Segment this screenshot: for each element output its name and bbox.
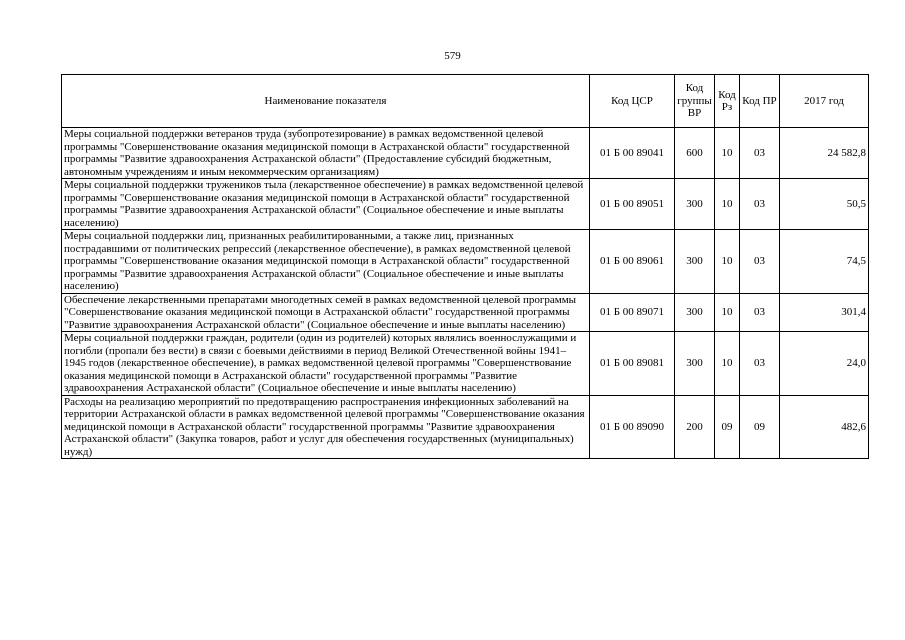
row-pr: 03 [740,230,780,294]
table-row [62,128,869,179]
row-name: Расходы на реализацию мероприятий по предотвращению распространения инфекционных заболеваний на территории Астраханской области в рамках ведомственной целевой программы "Совершенствование оказания медицинской помощи в Астраханской области" государственной программы "Развитие здравоохранения Астраханской области" (Закупка товаров, работ и услуг для обеспечения государственных (муниципальных) нужд) [62,395,590,459]
row-amount: 74,5 [780,230,869,294]
row-csr: 01 Б 00 89041 [590,128,675,179]
row-name: Обеспечение лекарственными препаратами многодетных семей в рамках ведомственной целевой программы "Совершенствование оказания медицинской помощи в Астраханской области" государственной программы "Развитие здравоохранения Астраханской области" (Социальное обеспечение и иные выплаты населению) [62,293,590,332]
row-rz: 09 [715,395,740,459]
row-csr: 01 Б 00 89071 [590,293,675,332]
row-rz: 10 [715,332,740,396]
table-row [62,395,869,459]
row-name: Меры социальной поддержки тружеников тыла (лекарственное обеспечение) в рамках ведомственной целевой программы "Совершенствование оказания медицинской помощи в Астраханской области" государственной программы "Развитие здравоохранения Астраханской области" (Социальное обеспечение и иные выплаты населению) [62,179,590,230]
row-pr: 03 [740,332,780,396]
row-amount: 301,4 [780,293,869,332]
table-row [62,293,869,332]
row-pr: 03 [740,128,780,179]
row-vr: 200 [675,395,715,459]
header-rz: Код Рз [715,75,740,128]
row-amount: 24,0 [780,332,869,396]
row-csr: 01 Б 00 89081 [590,332,675,396]
row-vr: 300 [675,230,715,294]
row-amount: 24 582,8 [780,128,869,179]
header-csr: Код ЦСР [590,75,675,128]
header-name: Наименование показателя [62,75,590,128]
budget-table [61,74,869,459]
row-vr: 300 [675,179,715,230]
row-name: Меры социальной поддержки граждан, родители (один из родителей) которых являлись военнослужащими и погибли (пропали без вести) в связи с боевыми действиями в период Великой Отечественной войны 1941–1945 годов (лекарственное обеспечение), в рамках ведомственной целевой программы "Совершенствование оказания медицинской помощи в Астраханской области" государственной программы "Развитие здравоохранения Астраханской области" (Социальное обеспечение и иные выплаты населению) [62,332,590,396]
row-pr: 03 [740,179,780,230]
row-pr: 09 [740,395,780,459]
row-csr: 01 Б 00 89061 [590,230,675,294]
row-amount: 482,6 [780,395,869,459]
row-amount: 50,5 [780,179,869,230]
row-name: Меры социальной поддержки лиц, признанных реабилитированными, а также лиц, признанных пострадавшими от политических репрессий (лекарственное обеспечение), в рамках ведомственной целевой программы "Совершенствование оказания медицинской помощи в Астраханской области" государственной программы "Развитие здравоохранения Астраханской области" (Социальное обеспечение и иные выплаты населению) [62,230,590,294]
row-vr: 600 [675,128,715,179]
header-year: 2017 год [780,75,869,128]
table-header-row [62,75,869,128]
table-row [62,179,869,230]
row-csr: 01 Б 00 89090 [590,395,675,459]
row-vr: 300 [675,293,715,332]
table-row [62,230,869,294]
header-vr: Код группы ВР [675,75,715,128]
row-rz: 10 [715,230,740,294]
table-row [62,332,869,396]
row-pr: 03 [740,293,780,332]
row-vr: 300 [675,332,715,396]
row-name: Меры социальной поддержки ветеранов труда (зубопротезирование) в рамках ведомственной целевой программы "Совершенствование оказания медицинской помощи в Астраханской области" государственной программы "Развитие здравоохранения Астраханской области" (Предоставление субсидий бюджетным, автономным учреждениям и иным некоммерческим организациям) [62,128,590,179]
row-csr: 01 Б 00 89051 [590,179,675,230]
row-rz: 10 [715,293,740,332]
row-rz: 10 [715,128,740,179]
row-rz: 10 [715,179,740,230]
header-pr: Код ПР [740,75,780,128]
page-number: 579 [444,50,461,62]
